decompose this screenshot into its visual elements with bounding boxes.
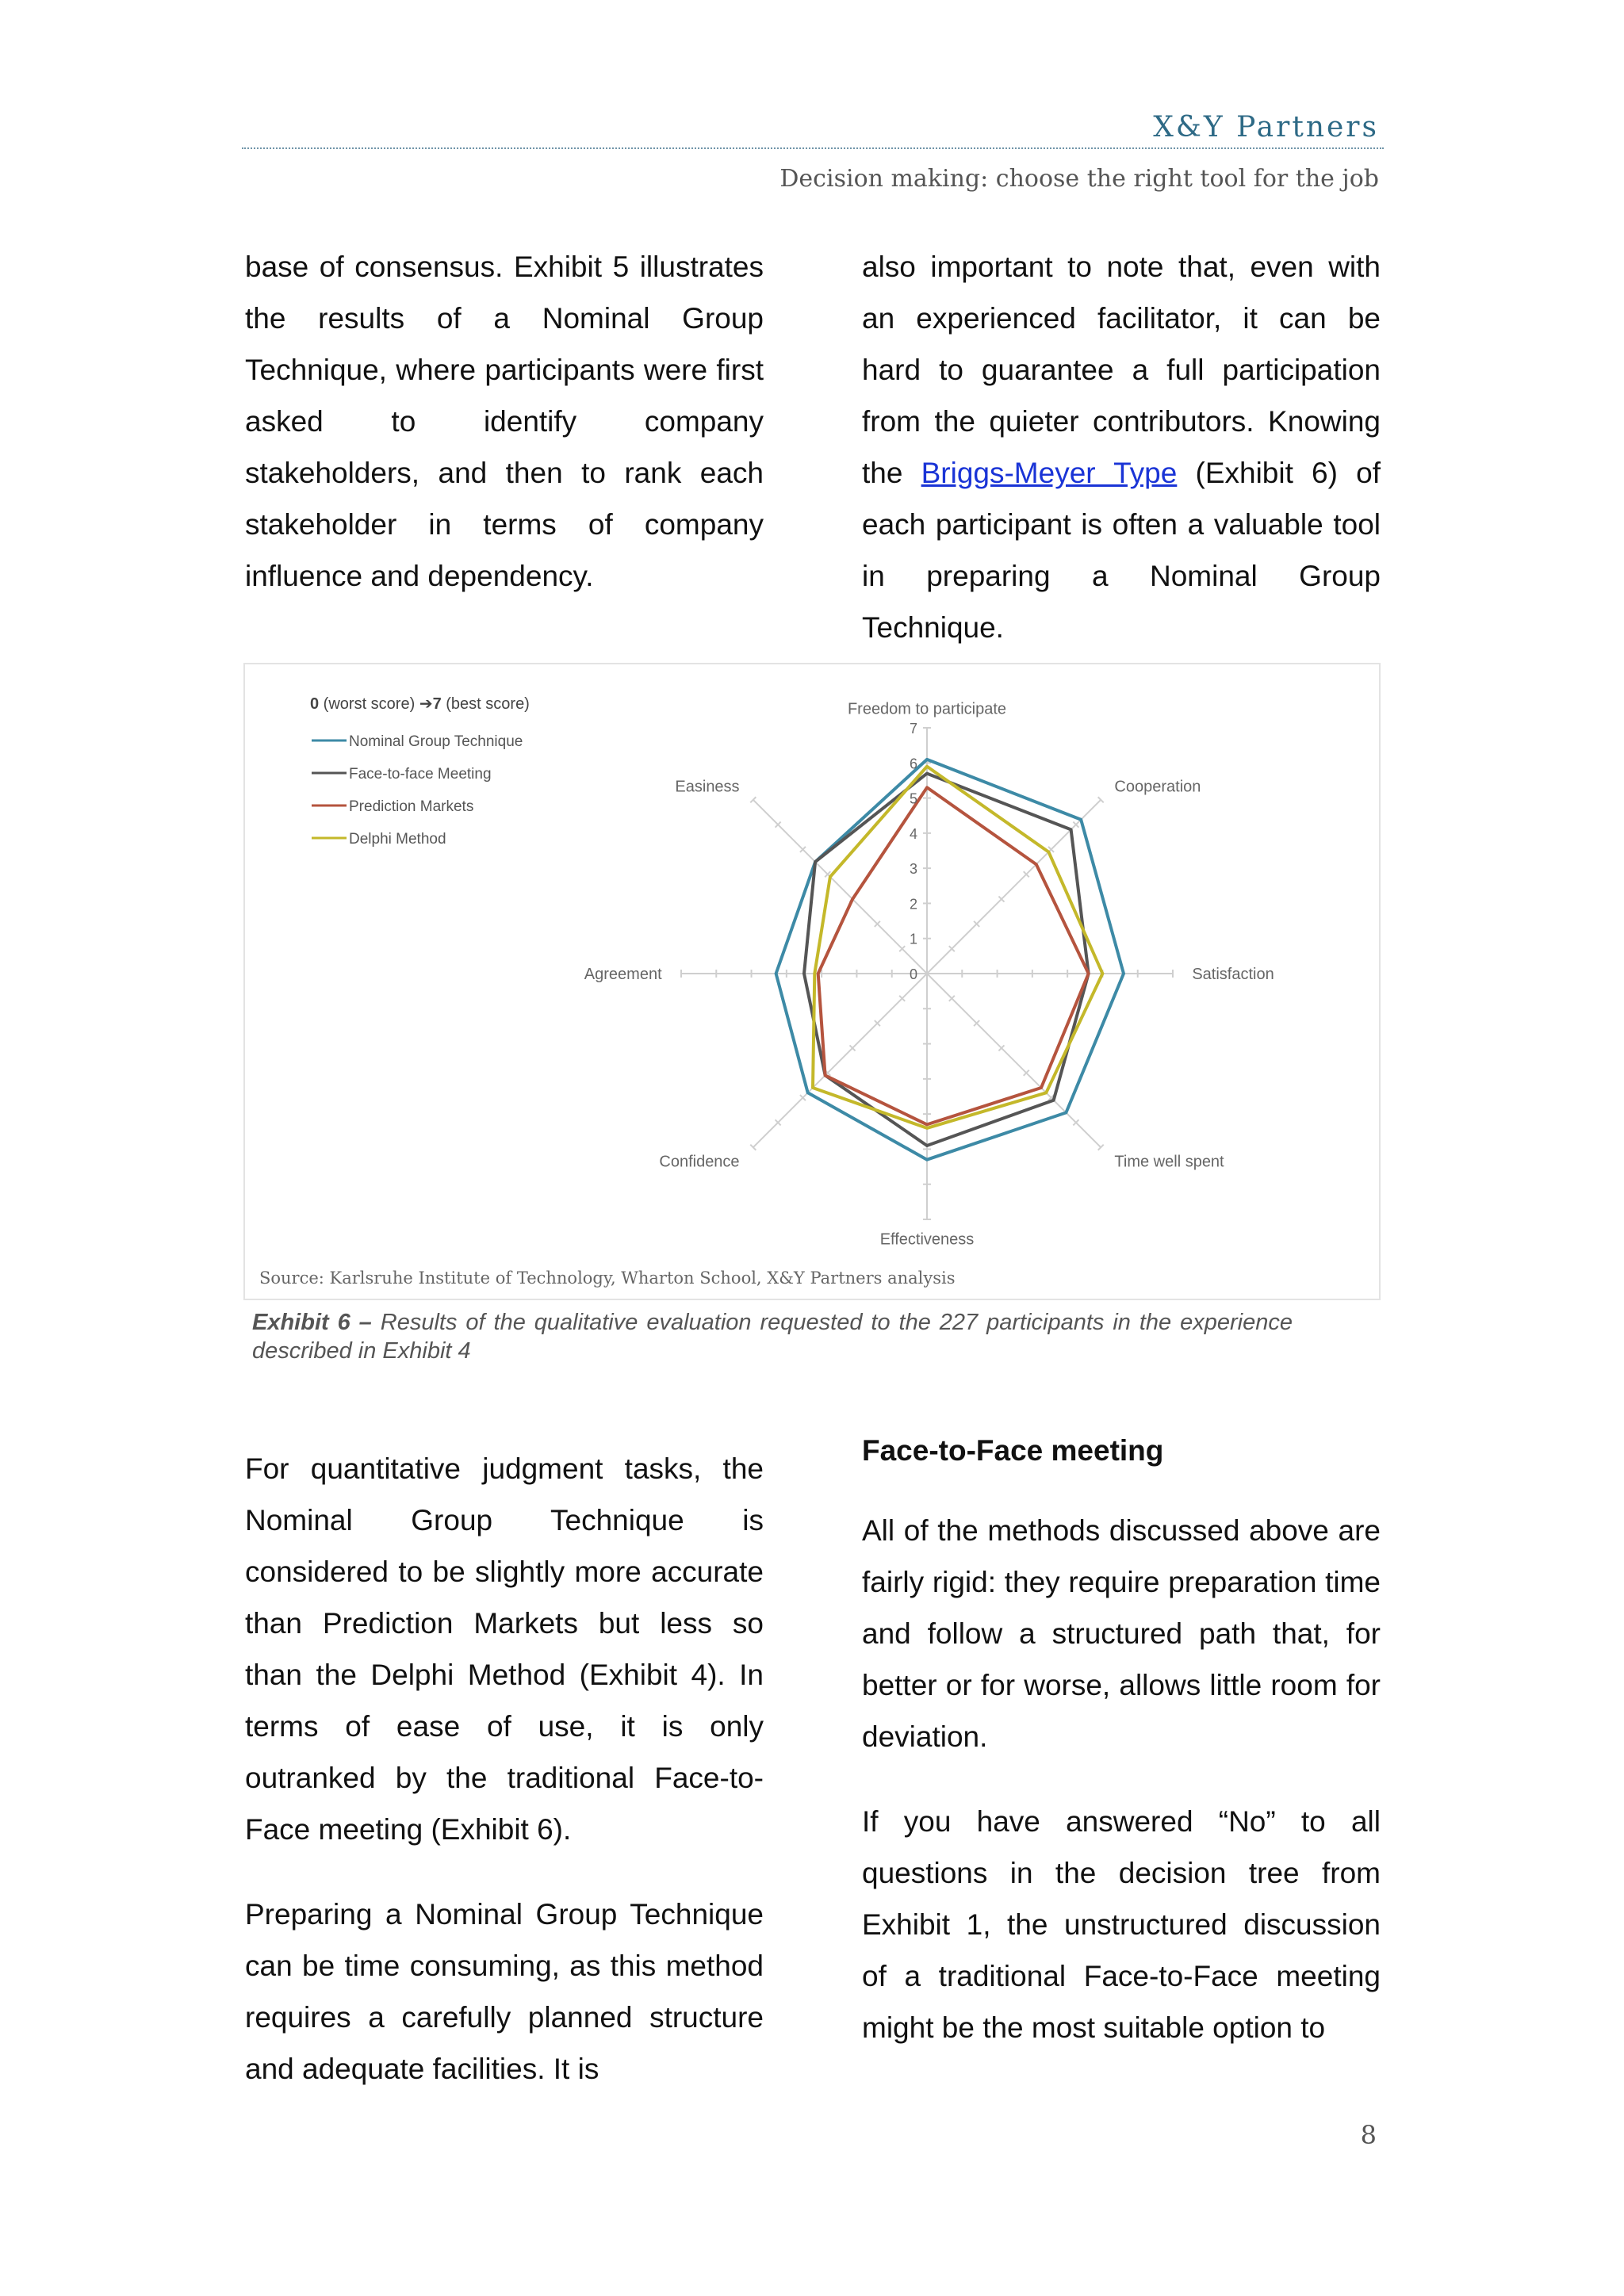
page-number: 8 (1360, 2120, 1377, 2150)
paragraph-text: also important to note that, even with an experienced facilitator, it can be hard to guarantee a full participation from the quieter contributors. Knowing the (862, 251, 1381, 489)
axis-label: Satisfaction (1192, 966, 1274, 983)
axis-line (753, 974, 927, 1147)
scale-best: 7 (432, 695, 442, 713)
caption-text: Results of the qualitative evaluation requested to the 227 participants in the experience described in Exhibit 4 (252, 1310, 1293, 1364)
header-rule (242, 147, 1384, 149)
series-line (813, 767, 1102, 1128)
right-column-top (862, 241, 1381, 653)
tick-label: 4 (909, 825, 917, 842)
series-line (776, 760, 1124, 1160)
briggs-meyer-link[interactable]: Briggs-Meyer Type (921, 457, 1178, 489)
left-column-top (245, 241, 764, 602)
legend-label: Nominal Group Technique (349, 733, 523, 750)
scale-worst-text: (worst score) (319, 695, 419, 713)
axis-label: Cooperation (1114, 778, 1201, 796)
legend-label: Delphi Method (349, 831, 446, 848)
tick-label: 0 (909, 966, 917, 982)
axis-label: Freedom to participate (847, 700, 1007, 718)
tick-label: 6 (909, 756, 917, 772)
scale-best-text: (best score) (441, 695, 530, 713)
axis-label: Easiness (675, 778, 740, 796)
paragraph (862, 241, 1381, 653)
left-column-bottom (245, 1443, 764, 2095)
legend-label: Face-to-face Meeting (349, 766, 492, 783)
series-line (818, 787, 1089, 1124)
axis-label: Effectiveness (879, 1230, 975, 1249)
paragraph: For quantitative judgment tasks, the Nominal Group Technique is considered to be slightly more accurate than Prediction Markets but less so than the Delphi Method (Exhibit 4). In terms of ease of use, it is only outranked by the traditional Face-to-Face meeting (Exhibit 6). (245, 1452, 764, 1846)
radar-chart (245, 664, 1379, 1299)
radar-series (776, 760, 1124, 1160)
paragraph-text: (Exhibit 6) of each participant is often a valuable tool in preparing a Nominal Group Technique. (862, 457, 1381, 644)
tick-label: 5 (909, 790, 917, 807)
section-heading: Face-to-Face meeting (862, 1434, 1164, 1467)
tick-label: 2 (909, 896, 917, 913)
exhibit-caption (252, 1308, 1293, 1365)
arrow-icon: ➔ (419, 695, 433, 713)
paragraph: If you have answered “No” to all questions in the decision tree from Exhibit 1, the unstructured discussion of a traditional Face-to-Face meeting might be the most suitable option to (862, 1805, 1381, 2044)
axis-label: Agreement (584, 966, 662, 983)
header-brand: X&Y Partners (1153, 111, 1379, 144)
exhibit-6-figure (243, 663, 1381, 1300)
tick-label: 7 (909, 721, 917, 737)
tick-label: 1 (909, 931, 917, 947)
figure-source: Source: Karlsruhe Institute of Technology, Wharton School, X&Y Partners analysis (259, 1269, 956, 1288)
scale-note (310, 695, 530, 713)
tick-label: 3 (909, 861, 917, 878)
legend-label: Prediction Markets (349, 798, 474, 815)
paragraph: Preparing a Nominal Group Technique can be time consuming, as this method requires a carefully planned structure and adequate facilities. It is (245, 1898, 764, 2085)
paragraph: All of the methods discussed above are fairly rigid: they require preparation time and follow a structured path that, for better or for worse, allows little room for deviation. (862, 1514, 1381, 1753)
header-subtitle: Decision making: choose the right tool for the job (779, 165, 1379, 193)
chart-legend (310, 695, 530, 848)
scale-worst: 0 (310, 695, 320, 713)
paragraph: base of consensus. Exhibit 5 illustrates the results of a Nominal Group Technique, where participants were first asked to identify company stakeholders, and then to rank each stakeholder in terms of company influence and dependency. (245, 251, 764, 592)
axis-label: Time well spent (1114, 1153, 1224, 1171)
axis-label: Confidence (659, 1153, 740, 1171)
right-column-bottom (862, 1427, 1381, 2053)
caption-label: Exhibit 6 – (252, 1310, 372, 1335)
